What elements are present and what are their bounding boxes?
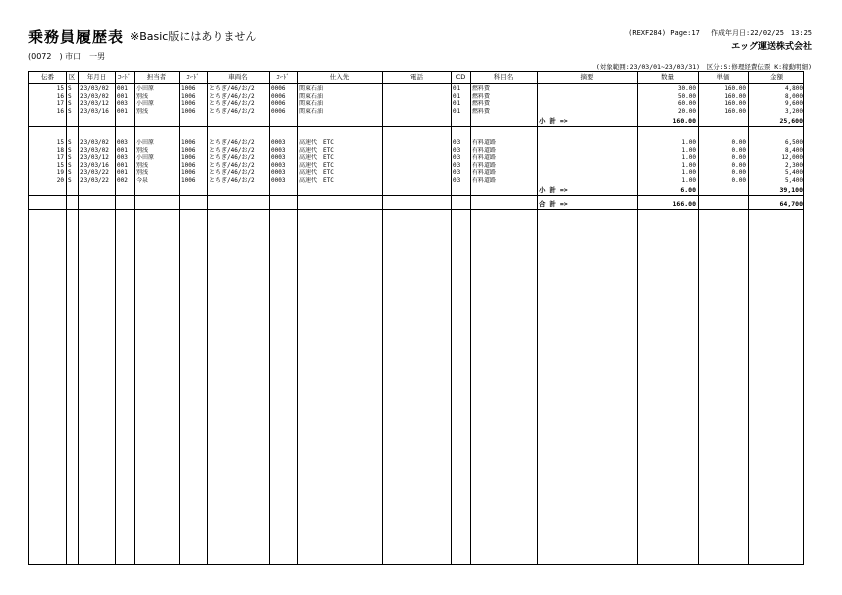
table-cell: 別浅 [136, 107, 149, 115]
table-cell: とちぎ/46/お/2 [209, 146, 255, 154]
table-cell: 1.00 [681, 146, 696, 154]
column-divider [115, 72, 116, 564]
column-divider [470, 72, 471, 564]
column-header: 車両名 [228, 73, 248, 81]
table-cell: 高速代 ETC [299, 154, 334, 161]
subtotal-label: 小 計 => [539, 117, 568, 125]
table-cell: とちぎ/46/お/2 [209, 92, 255, 100]
table-cell: 0003 [271, 169, 286, 176]
column-divider [297, 72, 298, 564]
column-header: 担当者 [146, 73, 167, 81]
table-cell: 03 [453, 161, 461, 169]
table-cell: とちぎ/46/お/2 [209, 169, 255, 176]
table-cell: 1006 [181, 107, 196, 115]
total-amount: 64,700 [779, 200, 803, 208]
column-divider [637, 72, 638, 564]
column-divider [382, 72, 383, 564]
subtotal-qty: 6.00 [680, 186, 696, 194]
table-cell: 別浅 [136, 169, 149, 176]
table-cell: 1006 [181, 139, 196, 146]
table-cell: 0003 [271, 176, 286, 184]
table-cell: 03 [453, 154, 461, 161]
table-cell: 6,500 [784, 139, 803, 146]
table-cell: S [68, 107, 72, 115]
subtotal-amount: 39,100 [779, 186, 803, 194]
table-cell: 今泉 [136, 176, 149, 184]
header-divider [29, 83, 803, 84]
total-qty: 166.00 [672, 200, 696, 208]
table-cell: S [68, 92, 72, 100]
column-header: 単価 [716, 73, 730, 81]
table-cell: 23/03/16 [80, 161, 109, 169]
table-cell: 0.00 [731, 146, 746, 154]
column-header: 区 [68, 73, 76, 81]
table-cell: 関東石油 [299, 85, 324, 92]
column-divider [698, 72, 699, 564]
table-cell: 0.00 [731, 176, 746, 184]
table-cell: 小田原 [136, 100, 155, 107]
table-cell: S [68, 139, 72, 146]
table-cell: 小田原 [136, 139, 155, 146]
table-cell: 1.00 [681, 154, 696, 161]
table-cell: 5,400 [784, 169, 803, 176]
table-cell: 23/03/16 [80, 107, 109, 115]
table-cell: 0003 [271, 154, 286, 161]
table-cell: 1.00 [681, 169, 696, 176]
table-cell: 3,200 [784, 107, 803, 115]
table-cell: 8,000 [784, 92, 803, 100]
table-cell: 160.00 [724, 107, 746, 115]
table-cell: とちぎ/46/お/2 [209, 107, 255, 115]
column-divider [269, 72, 270, 564]
table-cell: 燃料費 [472, 92, 491, 100]
table-cell: 燃料費 [472, 100, 491, 107]
table-cell: 23/03/02 [80, 139, 109, 146]
table-cell: 小田原 [136, 85, 155, 92]
column-divider [451, 72, 452, 564]
table-cell: 15 [56, 139, 64, 146]
table-cell: 1006 [181, 169, 196, 176]
column-divider [134, 72, 135, 564]
column-divider [66, 72, 67, 564]
report-info: (REXF284) Page:17 作成年月日:22/02/25 13:25 [628, 29, 812, 37]
table-cell: 0.00 [731, 169, 746, 176]
table-cell: 別浅 [136, 161, 149, 169]
table-cell: 1006 [181, 100, 196, 107]
table-cell: 0003 [271, 139, 286, 146]
table-cell: 1006 [181, 92, 196, 100]
column-header: ｺｰﾄﾞ [276, 73, 290, 81]
table-cell: S [68, 169, 72, 176]
table-cell: 関東石油 [299, 92, 324, 100]
table-cell: 23/03/12 [80, 100, 109, 107]
table-cell: 23/03/12 [80, 154, 109, 161]
table-cell: 20 [56, 176, 64, 184]
table-cell: 5,400 [784, 176, 803, 184]
table-cell: 0003 [271, 146, 286, 154]
table-cell: 関東石油 [299, 107, 324, 115]
report-table [28, 71, 804, 565]
table-cell: 別浅 [136, 92, 149, 100]
column-header: ｺｰﾄﾞ [186, 73, 200, 81]
group-divider [29, 195, 803, 196]
table-cell: 1.00 [681, 176, 696, 184]
column-divider [748, 72, 749, 564]
table-cell: 有料道路 [472, 139, 497, 146]
table-cell: 12,000 [781, 154, 803, 161]
table-cell: 23/03/02 [80, 85, 109, 92]
table-cell: 160.00 [724, 85, 746, 92]
table-cell: 15 [56, 85, 64, 92]
table-cell: 20.00 [677, 107, 696, 115]
table-cell: S [68, 85, 72, 92]
table-cell: S [68, 100, 72, 107]
table-cell: 0006 [271, 100, 286, 107]
subtotal-qty: 160.00 [672, 117, 696, 125]
column-divider [207, 72, 208, 564]
table-cell: 160.00 [724, 92, 746, 100]
subtotal-amount: 25,600 [779, 117, 803, 125]
table-cell: 50.00 [677, 92, 696, 100]
table-cell: 15 [56, 161, 64, 169]
table-cell: 0.00 [731, 154, 746, 161]
table-cell: 001 [117, 169, 128, 176]
table-cell: 23/03/22 [80, 176, 109, 184]
target-range: (対象範囲:23/03/01~23/03/31) 区分:S:修理経費伝票 K:稼動明細) [595, 63, 812, 71]
table-cell: 001 [117, 161, 128, 169]
table-cell: 別浅 [136, 146, 149, 154]
table-cell: 03 [453, 169, 461, 176]
table-cell: とちぎ/46/お/2 [209, 161, 255, 169]
table-cell: 有料道路 [472, 161, 497, 169]
table-cell: 高速代 ETC [299, 169, 334, 176]
table-cell: 001 [117, 146, 128, 154]
table-cell: 16 [56, 107, 64, 115]
table-cell: S [68, 154, 72, 161]
table-cell: 0006 [271, 107, 286, 115]
table-cell: 有料道路 [472, 154, 497, 161]
total-label: 合 計 => [539, 200, 568, 208]
table-cell: S [68, 146, 72, 154]
table-cell: 23/03/22 [80, 169, 109, 176]
table-cell: 燃料費 [472, 85, 491, 92]
table-cell: 8,400 [784, 146, 803, 154]
column-header: 数量 [661, 73, 674, 81]
column-header: 伝番 [41, 73, 54, 81]
table-cell: 01 [453, 85, 461, 92]
table-cell: 03 [453, 176, 461, 184]
column-header: 仕入先 [329, 73, 350, 81]
table-cell: S [68, 161, 72, 169]
table-cell: 19 [56, 169, 64, 176]
table-cell: 17 [56, 100, 64, 107]
group-divider [29, 126, 803, 127]
table-cell: 燃料費 [472, 107, 491, 115]
table-cell: 03 [453, 146, 461, 154]
table-cell: とちぎ/46/お/2 [209, 154, 255, 161]
column-divider [78, 72, 79, 564]
column-header: 摘要 [580, 73, 594, 81]
table-cell: 1.00 [681, 161, 696, 169]
table-cell: 9,600 [784, 100, 803, 107]
table-cell: 002 [117, 176, 128, 184]
column-header: CD [455, 73, 466, 81]
column-header: 電話 [410, 73, 423, 81]
table-cell: 60.00 [677, 100, 696, 107]
table-cell: 17 [56, 154, 64, 161]
table-cell: 16 [56, 92, 64, 100]
table-cell: 1006 [181, 176, 196, 184]
page-title: 乗務員履歴表 [28, 28, 125, 46]
table-cell: S [68, 176, 72, 184]
table-cell: 1006 [181, 146, 196, 154]
table-cell: 03 [453, 139, 461, 146]
table-cell: とちぎ/46/お/2 [209, 100, 255, 107]
table-cell: とちぎ/46/お/2 [209, 176, 255, 184]
column-header: 科目名 [493, 73, 514, 81]
column-header: 金額 [770, 73, 783, 81]
table-cell: 01 [453, 92, 461, 100]
table-cell: 23/03/02 [80, 146, 109, 154]
table-cell: 18 [56, 146, 64, 154]
table-cell: 0006 [271, 92, 286, 100]
table-cell: 0.00 [731, 139, 746, 146]
page-subtitle: ※Basic版にはありません [130, 30, 257, 43]
total-divider [29, 209, 803, 210]
column-divider [537, 72, 538, 564]
table-cell: 0003 [271, 161, 286, 169]
table-cell: 高速代 ETC [299, 139, 334, 146]
table-cell: 有料道路 [472, 146, 497, 154]
table-cell: 0006 [271, 85, 286, 92]
table-cell: 0.00 [731, 161, 746, 169]
company-name: エッグ運送株式会社 [731, 42, 812, 52]
table-cell: 001 [117, 92, 128, 100]
table-cell: 関東石油 [299, 100, 324, 107]
table-cell: 4,800 [784, 85, 803, 92]
table-cell: 2,300 [784, 161, 803, 169]
table-cell: 1006 [181, 154, 196, 161]
table-cell: 有料道路 [472, 169, 497, 176]
table-cell: 001 [117, 85, 128, 92]
table-cell: 160.00 [724, 100, 746, 107]
table-cell: 1006 [181, 85, 196, 92]
table-cell: とちぎ/46/お/2 [209, 85, 255, 92]
table-cell: 003 [117, 100, 128, 107]
table-cell: 高速代 ETC [299, 146, 334, 154]
table-cell: 1006 [181, 161, 196, 169]
table-cell: 01 [453, 100, 461, 107]
table-cell: 小田原 [136, 154, 155, 161]
table-cell: 有料道路 [472, 176, 497, 184]
table-cell: 001 [117, 107, 128, 115]
column-header: 年月日 [86, 73, 107, 81]
table-cell: 23/03/02 [80, 92, 109, 100]
column-header: ｺｰﾄﾞ [118, 73, 131, 81]
subtotal-label: 小 計 => [539, 186, 568, 194]
table-cell: 30.00 [677, 85, 696, 92]
table-cell: 003 [117, 154, 128, 161]
table-cell: 1.00 [681, 139, 696, 146]
table-cell: 高速代 ETC [299, 161, 334, 169]
table-cell: 高速代 ETC [299, 176, 334, 184]
column-divider [179, 72, 180, 564]
table-cell: とちぎ/46/お/2 [209, 139, 255, 146]
table-cell: 01 [453, 107, 461, 115]
table-cell: 003 [117, 139, 128, 146]
driver-name: (0072 ) 市口 一男 [28, 52, 106, 61]
